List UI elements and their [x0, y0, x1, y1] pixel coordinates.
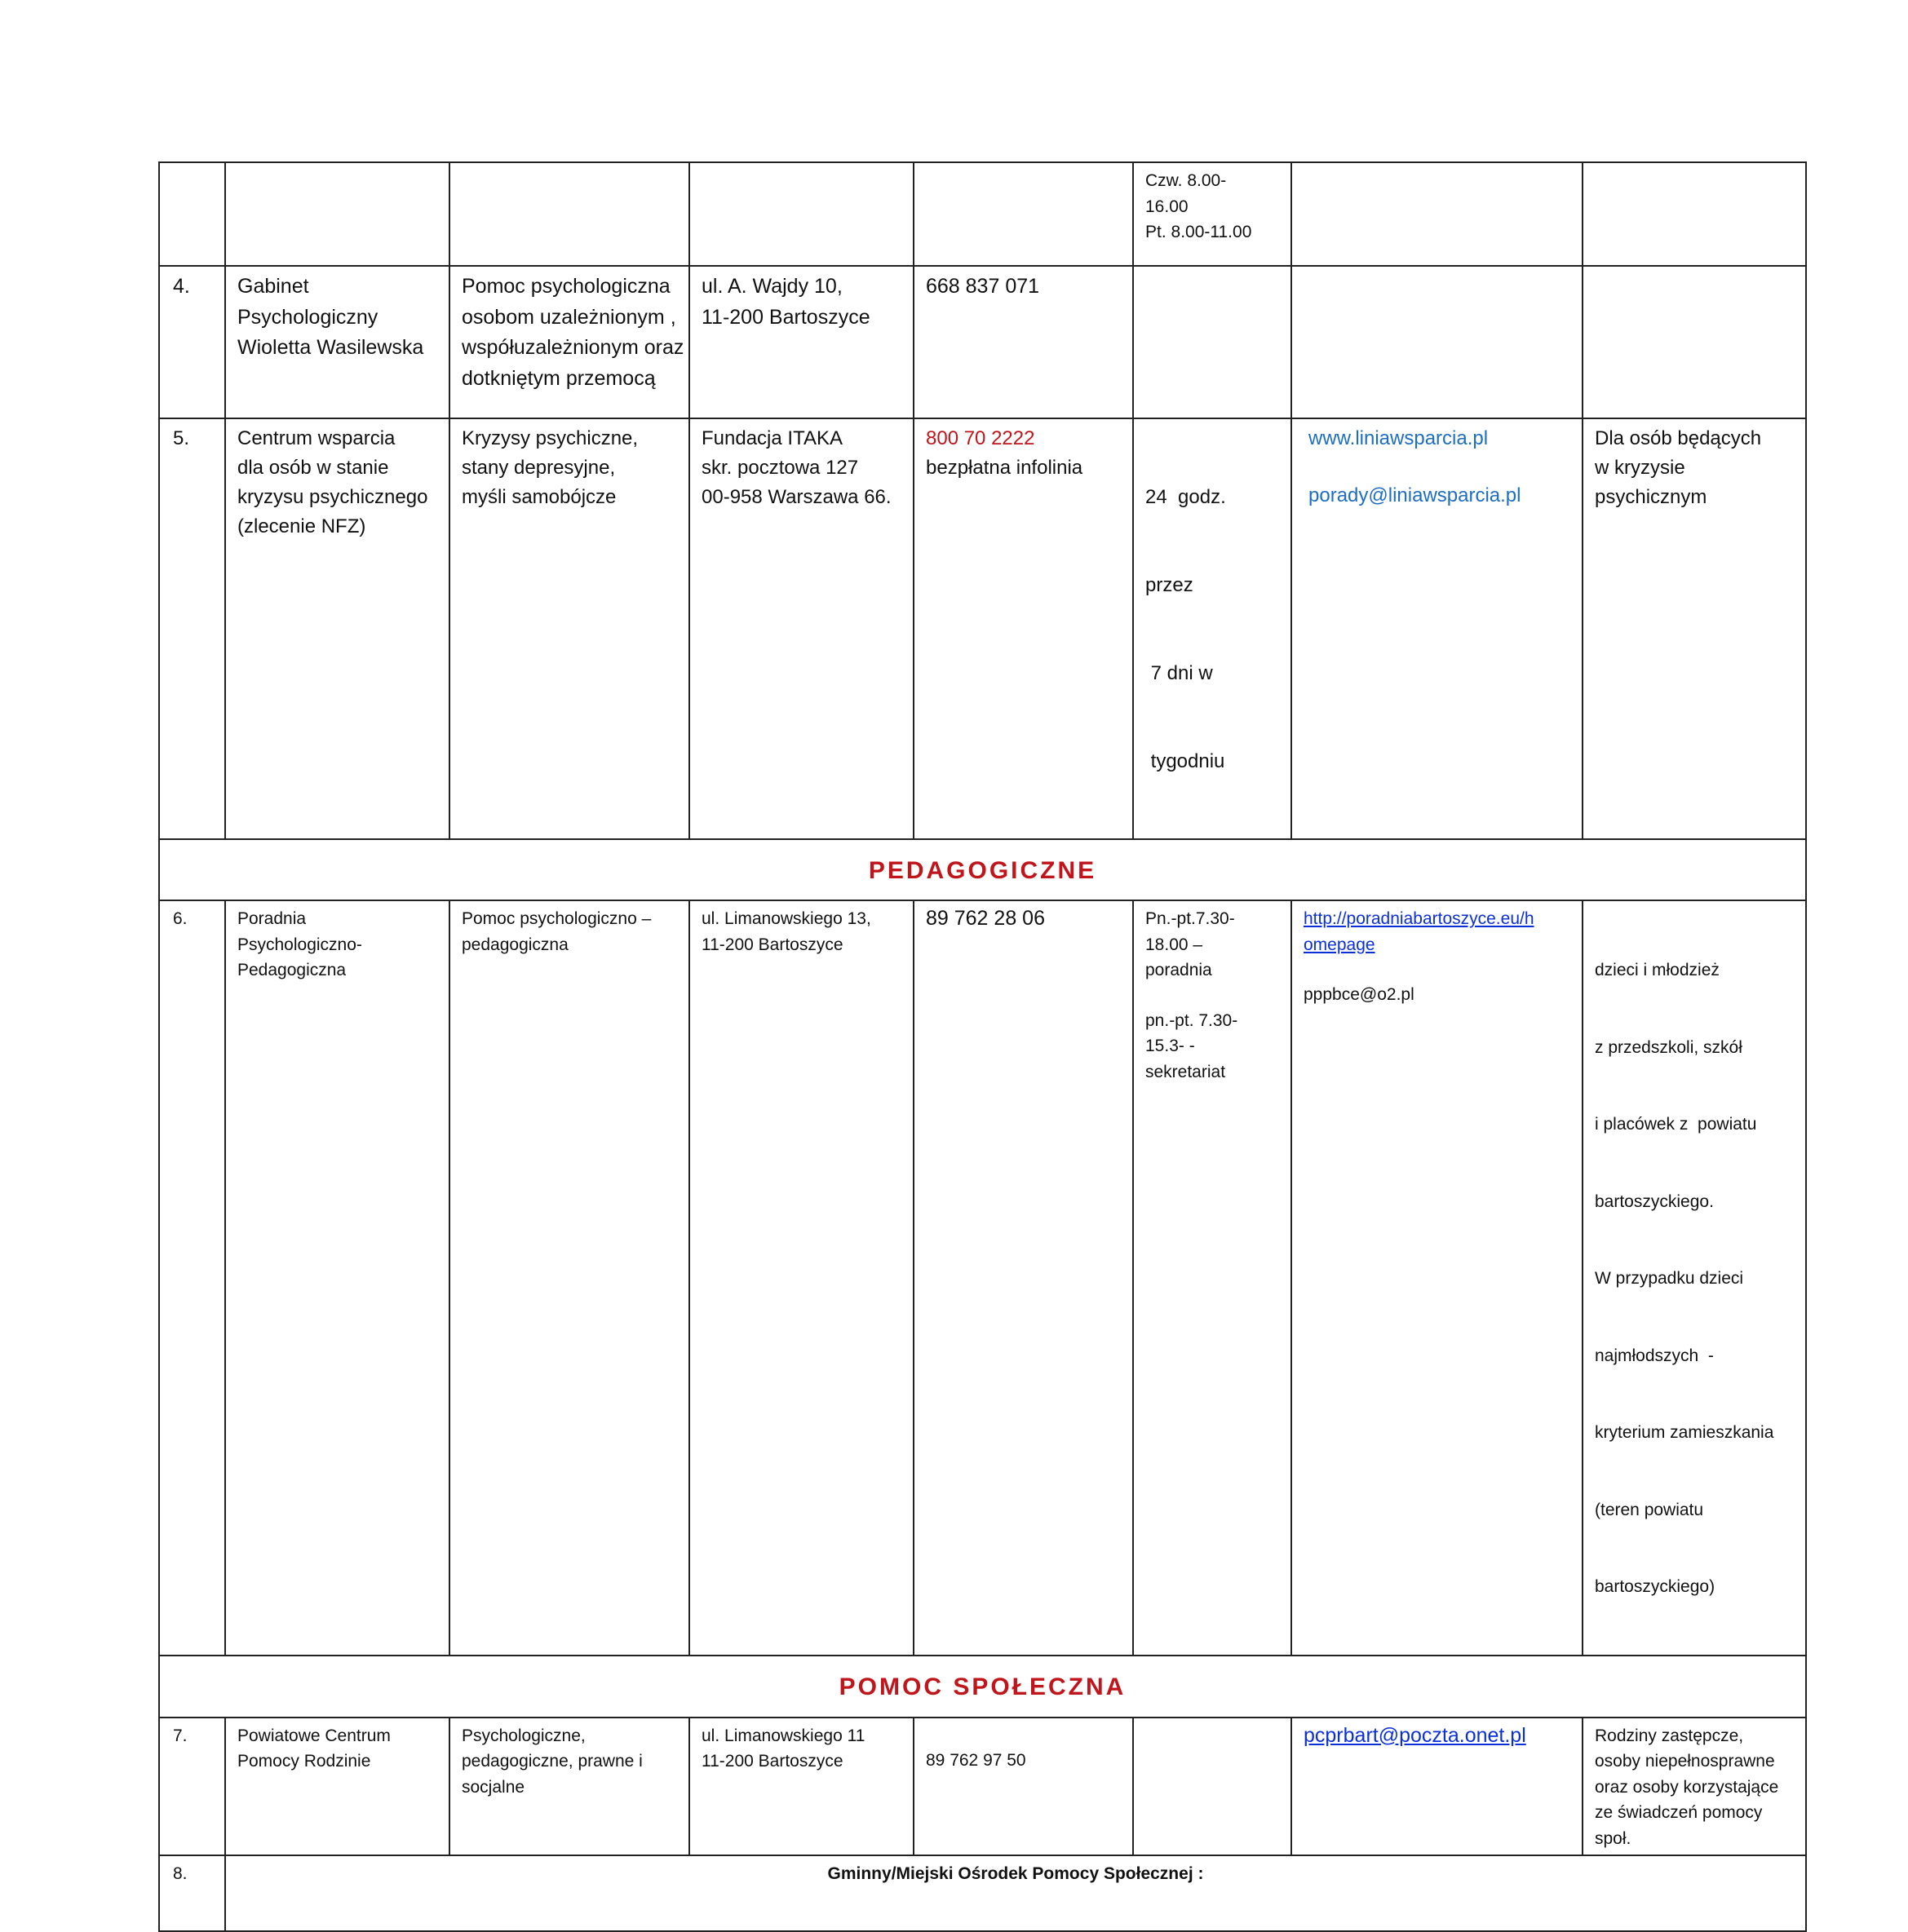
opening-hours: 24 godz. przez 7 dni w tygodniu	[1133, 418, 1291, 839]
row-number: 6.	[159, 900, 225, 1656]
row-number: 7.	[159, 1718, 225, 1856]
section-heading-pomoc-spoleczna: POMOC SPOŁECZNA	[159, 1656, 1806, 1718]
table-row	[159, 900, 1806, 1656]
phone: 89 762 28 06	[914, 900, 1133, 1656]
email-link[interactable]: porady@liniawsparcia.pl	[1308, 484, 1521, 506]
address: ul. Limanowskiego 11 11-200 Bartoszyce	[689, 1718, 914, 1856]
target-group: Rodziny zastępcze, osoby niepełnosprawne oraz osoby korzystające ze świadczeń pomocy społ.	[1583, 1718, 1806, 1856]
table-row	[159, 1718, 1806, 1856]
help-type: Psychologiczne, pedagogiczne, prawne i socjalne	[449, 1718, 689, 1856]
row-number: 5.	[159, 418, 225, 839]
table-row	[159, 162, 1806, 266]
hotline-number: 800 70 2222	[926, 427, 1035, 449]
table-row	[159, 418, 1806, 839]
address: ul. A. Wajdy 10, 11-200 Bartoszyce	[689, 266, 914, 418]
website-link[interactable]: www.liniawsparcia.pl	[1308, 427, 1489, 449]
table-row	[159, 266, 1806, 418]
institution-name: Gabinet Psychologiczny Wioletta Wasilewska	[225, 266, 449, 418]
section-heading-pedagogiczne: PEDAGOGICZNE	[159, 839, 1806, 900]
hotline-note: bezpłatna infolinia	[926, 457, 1083, 479]
help-type: Kryzysy psychiczne, stany depresyjne, myśli samobójcze	[449, 418, 689, 839]
opening-hours: Czw. 8.00- 16.00 Pt. 8.00-11.00	[1133, 162, 1291, 266]
help-type: Pomoc psychologiczno – pedagogiczna	[449, 900, 689, 1656]
row-number: 4.	[159, 266, 225, 418]
target-group: dzieci i młodzież z przedszkoli, szkół i placówek z powiatu bartoszyckiego. W przypadku dzieci najmłodszych - kryterium zamieszkania (teren powiatu bartoszyckiego)	[1583, 900, 1806, 1656]
contact	[1291, 900, 1583, 1656]
contact	[1291, 418, 1583, 839]
section-row	[159, 1656, 1806, 1718]
phone	[914, 418, 1133, 839]
phone: 668 837 071	[914, 266, 1133, 418]
email-link[interactable]: pcprbart@poczta.onet.pl	[1304, 1723, 1526, 1747]
website-link-continued[interactable]: omepage	[1304, 935, 1375, 954]
institution-name: Centrum wsparcia dla osób w stanie kryzysu psychicznego (zlecenie NFZ)	[225, 418, 449, 839]
email-address: pppbce@o2.pl	[1304, 985, 1414, 1004]
gmina-ops-heading: Gminny/Miejski Ośrodek Pomocy Społecznej :	[225, 1855, 1806, 1931]
institution-name: Poradnia Psychologiczno- Pedagogiczna	[225, 900, 449, 1656]
website-link[interactable]: http://poradniabartoszyce.eu/h	[1304, 909, 1534, 928]
institutions-table	[158, 161, 1807, 1932]
opening-hours: Pn.-pt.7.30- 18.00 – poradnia pn.-pt. 7.30- 15.3- - sekretariat	[1133, 900, 1291, 1656]
address: ul. Limanowskiego 13, 11-200 Bartoszyce	[689, 900, 914, 1656]
help-type: Pomoc psychologiczna osobom uzależnionym , współuzależnionym oraz dotkniętym przemocą	[449, 266, 689, 418]
target-group: Dla osób będących w kryzysie psychicznym	[1583, 418, 1806, 839]
table-row	[159, 1855, 1806, 1931]
address: Fundacja ITAKA skr. pocztowa 127 00-958 Warszawa 66.	[689, 418, 914, 839]
phone: 89 762 97 50	[914, 1718, 1133, 1856]
institution-name: Powiatowe Centrum Pomocy Rodzinie	[225, 1718, 449, 1856]
section-row	[159, 839, 1806, 900]
row-number: 8.	[159, 1855, 225, 1931]
contact	[1291, 1718, 1583, 1856]
